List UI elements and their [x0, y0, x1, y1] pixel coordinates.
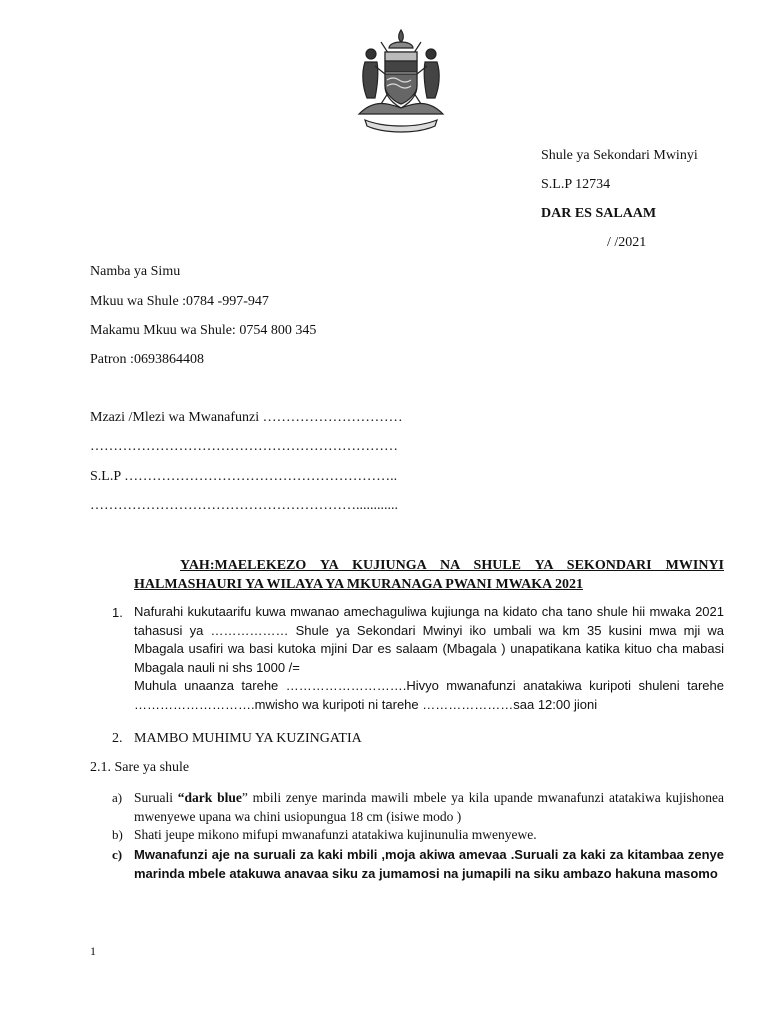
item-1-paragraph: Nafurahi kukutaarifu kuwa mwanao amechaguliwa kujiunga na kidato cha tano shule hii mwaka 2021 tahasusi ya ……………… Shule ya Sekondari Mwinyi iko umbali wa km 35 kusini mwa mji wa Mbagala usafiri wa basi kutoka mjini Dar es salaam (Mbagala ) unapatikana katika kituo cha mabasi Mbagala nauli ni shs 1000 /= — [134, 604, 724, 675]
list-item-a-text: ” mbili zenye marinda mawili mbele ya kila upande mwanafunzi atatakiwa kujishonea mwenyewe upana wa chini usiopungua 18 cm (isiwe modo ) — [134, 790, 724, 824]
head-phone: Mkuu wa Shule :0784 -997-947 — [90, 294, 269, 309]
section-2-1-heading: 2.1. Sare ya shule — [90, 760, 190, 775]
list-label-c: c) — [112, 847, 123, 862]
item-2-title: MAMBO MUHIMU YA KUZINGATIA — [134, 731, 362, 746]
school-name: Shule ya Sekondari Mwinyi — [541, 148, 698, 163]
page-number: 1 — [90, 944, 96, 958]
subject-line-1: YAH:MAELEKEZO YA KUJIUNGA NA SHULE YA SEKONDARI MWINYI — [180, 558, 724, 573]
letter-date: / /2021 — [607, 235, 647, 250]
list-item-a-bold: “dark blue — [177, 790, 242, 805]
school-po-box: S.L.P 12734 — [541, 177, 611, 192]
phone-heading: Namba ya Simu — [90, 264, 181, 279]
list-item-b: Shati jeupe mikono mifupi mwanafunzi atatakiwa kujinunulia mwenyewe. — [134, 827, 537, 842]
item-1-text — [134, 603, 724, 714]
deputy-phone: Makamu Mkuu wa Shule: 0754 800 345 — [90, 323, 317, 338]
letter-subject — [134, 556, 724, 594]
list-item-a — [134, 789, 724, 826]
school-city: DAR ES SALAAM — [541, 206, 657, 221]
list-item-c: Mwanafunzi aje na suruali za kaki mbili ,moja akiwa amevaa .Suruali za kaki za kitambaa zenye marinda mbele atakuwa anavaa siku za jumamosi na jumapili na siku ambazo hakuna masomo — [134, 847, 724, 881]
item-number: 1. — [112, 605, 123, 620]
recipient-line: …………………………………………………............ — [90, 498, 398, 513]
recipient-line: S.L.P ………………………………………………….. — [90, 469, 398, 484]
subject-line-2: HALMASHAURI YA WILAYA YA MKURANAGA PWANI MWAKA 2021 — [134, 577, 583, 592]
list-label-a: a) — [112, 790, 123, 805]
item-1-dates: Muhula unaanza tarehe ……………………….Hivyo mwanafunzi anatakiwa kuripoti shuleni tarehe ……………………….mwisho wa kuripoti ni tarehe …………………saa 12:00 jioni — [134, 678, 724, 712]
list-label-b: b) — [112, 827, 123, 842]
patron-phone: Patron :0693864408 — [90, 352, 204, 367]
list-item-a-text: Suruali — [134, 790, 178, 805]
coat-of-arms-emblem — [345, 24, 457, 136]
recipient-line: Mzazi /Mlezi wa Mwanafunzi ………………………… — [90, 410, 403, 425]
recipient-line: ………………………………………………………… — [90, 439, 398, 454]
item-number: 2. — [112, 731, 123, 746]
